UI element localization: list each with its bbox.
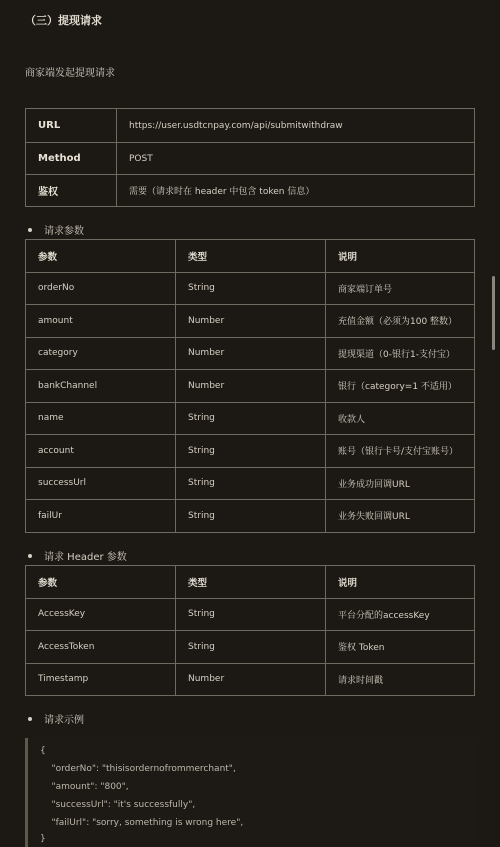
param-description: 业务失败回调URL <box>326 500 475 533</box>
example-heading <box>28 711 84 726</box>
example-heading-text: 请求示例 <box>44 715 84 726</box>
api-info-label: Method <box>26 143 117 175</box>
param-description: 请求时间戳 <box>326 663 475 696</box>
table-row <box>26 402 475 435</box>
param-name: AccessKey <box>26 598 176 631</box>
param-type: String <box>176 435 326 468</box>
param-type: String <box>176 402 326 435</box>
table-row <box>26 631 475 664</box>
param-type: String <box>176 598 326 631</box>
param-name: amount <box>26 305 176 338</box>
scrollbar-thumb[interactable] <box>492 276 495 350</box>
param-description: 银行（category=1 不适用） <box>326 370 475 403</box>
code-line: "amount": "800", <box>40 782 129 792</box>
bullet-dot-icon <box>28 554 32 558</box>
api-info-label: URL <box>26 109 117 143</box>
api-info-row <box>26 143 475 175</box>
column-header: 类型 <box>176 240 326 273</box>
column-header: 参数 <box>26 566 176 599</box>
param-description: 业务成功回调URL <box>326 467 475 500</box>
table-row <box>26 663 475 696</box>
param-name: category <box>26 337 176 370</box>
param-type: String <box>176 272 326 305</box>
param-type: Number <box>176 305 326 338</box>
param-type: Number <box>176 663 326 696</box>
api-info-value: POST <box>117 143 475 175</box>
param-description: 提现渠道（0-银行1-支付宝） <box>326 337 475 370</box>
api-info-label: 鉴权 <box>26 175 117 207</box>
param-name: AccessToken <box>26 631 176 664</box>
params-table <box>25 239 475 533</box>
table-row <box>26 337 475 370</box>
params-heading-text: 请求参数 <box>44 226 84 237</box>
param-description: 平台分配的accessKey <box>326 598 475 631</box>
code-example-block <box>25 738 478 847</box>
param-description: 鉴权 Token <box>326 631 475 664</box>
code-line: } <box>40 834 46 844</box>
column-header: 说明 <box>326 566 475 599</box>
code-line: "successUrl": "it's successfully", <box>40 800 196 810</box>
param-name: orderNo <box>26 272 176 305</box>
param-type: String <box>176 467 326 500</box>
param-description: 账号（银行卡号/支付宝账号） <box>326 435 475 468</box>
table-header-row <box>26 240 475 273</box>
param-type: Number <box>176 370 326 403</box>
param-description: 充值金额（必须为100 整数） <box>326 305 475 338</box>
api-info-value: 需要（请求时在 header 中包含 token 信息） <box>117 175 475 207</box>
table-row <box>26 305 475 338</box>
param-type: String <box>176 631 326 664</box>
param-description: 商家端订单号 <box>326 272 475 305</box>
table-row <box>26 467 475 500</box>
param-description: 收款人 <box>326 402 475 435</box>
column-header: 说明 <box>326 240 475 273</box>
table-row <box>26 598 475 631</box>
column-header: 类型 <box>176 566 326 599</box>
header-params-heading <box>28 548 127 563</box>
param-name: successUrl <box>26 467 176 500</box>
param-type: String <box>176 500 326 533</box>
table-row <box>26 435 475 468</box>
bullet-dot-icon <box>28 228 32 232</box>
param-name: failUr <box>26 500 176 533</box>
column-header: 参数 <box>26 240 176 273</box>
table-row <box>26 370 475 403</box>
param-name: Timestamp <box>26 663 176 696</box>
code-line: { <box>40 746 46 756</box>
code-line: "failUrl": "sorry, something is wrong here", <box>40 818 244 828</box>
api-info-row <box>26 175 475 207</box>
header-params-table <box>25 565 475 696</box>
api-info-value: https://user.usdtcnpay.com/api/submitwithdraw <box>117 109 475 143</box>
bullet-dot-icon <box>28 717 32 721</box>
code-line: "orderNo": "thisisordernofrommerchant", <box>40 764 236 774</box>
param-type: Number <box>176 337 326 370</box>
api-info-row <box>26 109 475 143</box>
table-row <box>26 272 475 305</box>
table-row <box>26 500 475 533</box>
param-name: bankChannel <box>26 370 176 403</box>
param-name: name <box>26 402 176 435</box>
intro-text: 商家端发起提现请求 <box>25 68 115 79</box>
params-heading <box>28 222 84 237</box>
api-info-table <box>25 108 475 207</box>
table-header-row <box>26 566 475 599</box>
section-title: （三）提现请求 <box>25 14 102 27</box>
param-name: account <box>26 435 176 468</box>
header-params-heading-text: 请求 Header 参数 <box>44 552 127 563</box>
